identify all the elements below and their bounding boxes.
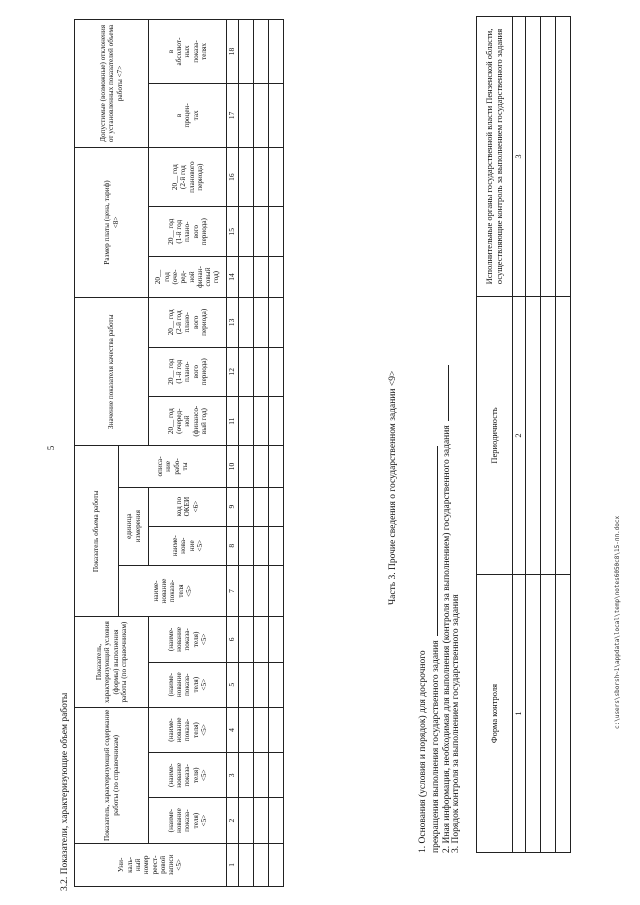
column-number: 16 bbox=[227, 147, 239, 207]
column-number: 18 bbox=[227, 20, 239, 84]
footer-item-3: 3. Порядок контроля за выполнением государственного задания bbox=[451, 594, 461, 853]
control-number: 3 bbox=[513, 17, 526, 297]
column-number: 14 bbox=[227, 256, 239, 297]
column-number: 3 bbox=[227, 753, 239, 798]
header-indicator-name-2: (наиме- нование показа- теля) <5> bbox=[149, 798, 227, 843]
control-number: 2 bbox=[513, 297, 526, 575]
empty-row bbox=[238, 20, 253, 887]
header-unit-group: единица измерения bbox=[119, 487, 149, 565]
part3-title: Часть 3. Прочие сведения о государственном задании <9> bbox=[388, 370, 398, 605]
column-number: 6 bbox=[227, 617, 239, 662]
column-number: 11 bbox=[227, 396, 239, 445]
header-quality-first-year: 20__ год (1-й год плано- вого периода) bbox=[149, 347, 227, 396]
header-fee-current-year: 20__ год (оче- ред- ной финан- совый год) bbox=[149, 256, 227, 297]
fill-line bbox=[440, 365, 449, 421]
footer-item-1a: 1. Основания (условия и порядок) для досрочного bbox=[418, 650, 428, 853]
header-indicator-name-3: (наиме- нование показа- теля) <5> bbox=[149, 753, 227, 798]
header-unit-okei: код по ОКЕИ <6> bbox=[149, 487, 227, 526]
header-unique-number: Уни- каль- ный номер реест- ровой записи <5> bbox=[75, 843, 227, 886]
footer-item-2: 2. Иная информация, необходимая для выполнения (контроля за выполнением) государственного задания bbox=[440, 365, 454, 853]
page-number: 5 bbox=[46, 445, 56, 451]
header-quality-current-year: 20__ год (очеред- ной (финансо- вый год) bbox=[149, 396, 227, 445]
column-number: 7 bbox=[227, 565, 239, 616]
header-fee-first-year: 20__ год (1-й год плано- вого периода) bbox=[149, 207, 227, 256]
header-unit-name: наиме- нова- ние <5> bbox=[149, 526, 227, 565]
footer-item-1b: прекращения выполнения государственного задания bbox=[429, 446, 443, 853]
column-number: 13 bbox=[227, 298, 239, 347]
empty-row bbox=[253, 20, 268, 887]
header-description: описа- ние рабо- ты bbox=[119, 446, 227, 487]
column-number: 5 bbox=[227, 662, 239, 707]
header-deviation-percent: в процен- тах bbox=[149, 83, 227, 147]
work-volume-table bbox=[74, 19, 284, 887]
control-number: 1 bbox=[513, 575, 526, 853]
header-content-group: Показатель, характеризующий содержание работы (по справочникам) bbox=[75, 707, 149, 843]
column-number: 8 bbox=[227, 526, 239, 565]
control-header-periodicity: Периодичность bbox=[477, 297, 513, 575]
column-number: 2 bbox=[227, 798, 239, 843]
file-path: c:\users\sborsh~1\appdata\local\temp\notes6050c8\15-пп.docx bbox=[614, 515, 621, 729]
section-title: 3.2. Показатели, характеризующие объем работы bbox=[60, 692, 70, 891]
header-volume-name: наиме- нование показа- теля <5> bbox=[119, 565, 227, 616]
column-number: 10 bbox=[227, 446, 239, 487]
column-number: 1 bbox=[227, 843, 239, 886]
column-number: 15 bbox=[227, 207, 239, 256]
fill-line bbox=[429, 446, 438, 636]
control-table bbox=[476, 16, 571, 853]
column-number: 4 bbox=[227, 707, 239, 752]
header-indicator-name-5: (наиме- нование показа- теля) <5> bbox=[149, 662, 227, 707]
header-fee-group: Размер платы (цена, тариф) <8> bbox=[75, 147, 149, 297]
empty-row bbox=[268, 20, 283, 887]
header-indicator-name-4: (наиме- нование показа- теля) <5> bbox=[149, 707, 227, 752]
header-conditions-group: Показатель, характеризующий условия (формы) выполнения работы (по справочникам) bbox=[75, 617, 149, 708]
control-header-form: Форма контроля bbox=[477, 575, 513, 853]
column-number: 12 bbox=[227, 347, 239, 396]
header-fee-second-year: 20__ год (2-й год планового периода) bbox=[149, 147, 227, 207]
header-quality-second-year: 20__ год (2-й год плано- вого периода) bbox=[149, 298, 227, 347]
control-header-authorities: Исполнительные органы государственной власти Пензенской области, осуществляющие контроль за выполнением государственного задания bbox=[477, 17, 513, 297]
header-deviation-absolute: в абсолют- ных показа- телях bbox=[149, 20, 227, 84]
column-number-row bbox=[227, 20, 239, 887]
column-number: 17 bbox=[227, 83, 239, 147]
column-number: 9 bbox=[227, 487, 239, 526]
header-volume-group: Показатель объема работы bbox=[75, 446, 119, 617]
header-deviation-group: Допустимые (возможные) отклонения от установленных показателей объема работы <7> bbox=[75, 20, 149, 148]
header-indicator-name-6: (наиме- нование показа- теля) <5> bbox=[149, 617, 227, 662]
header-quality-group: Значение показателя качества работы bbox=[75, 298, 149, 446]
